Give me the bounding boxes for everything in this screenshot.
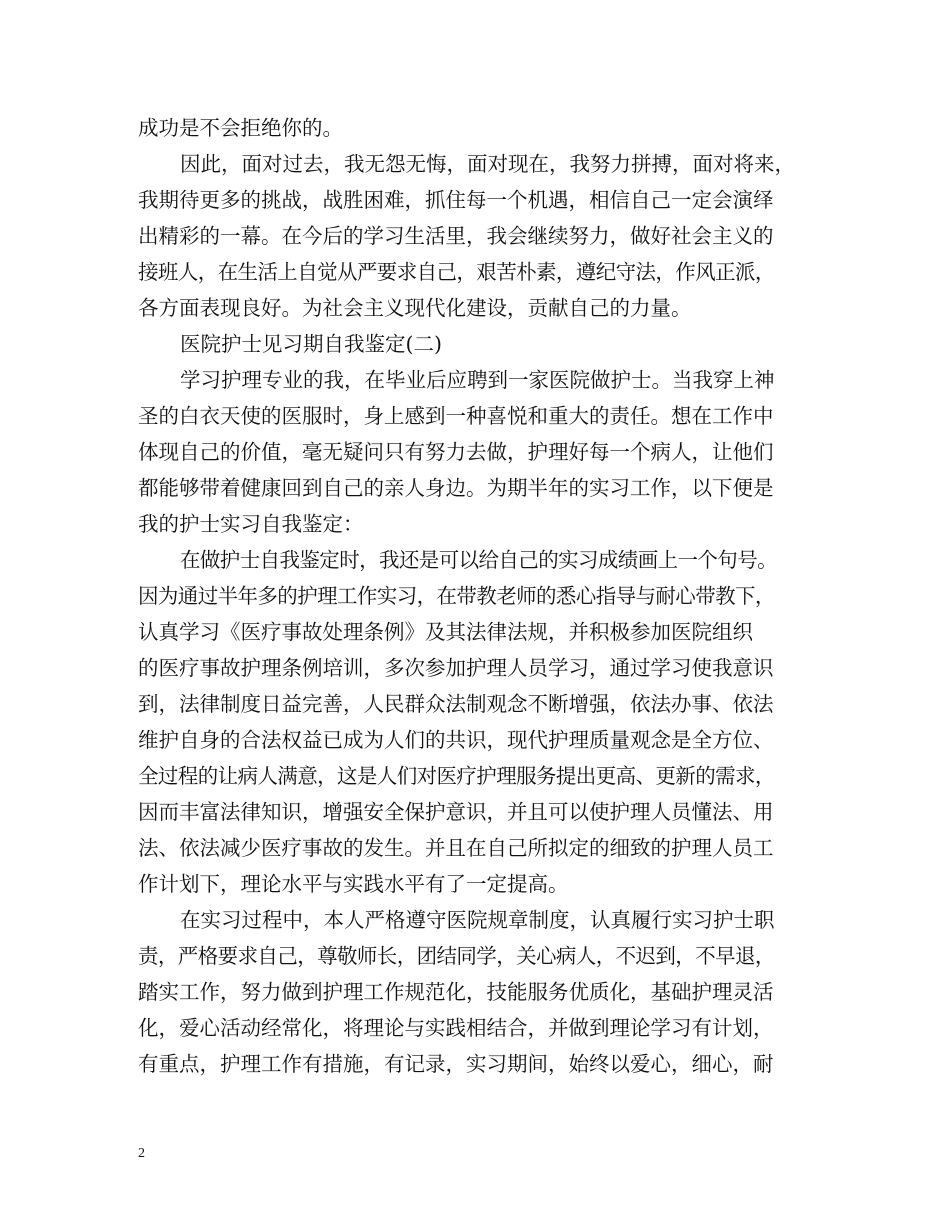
text-line: 我期待更多的挑战，战胜困难，抓住每一个机遇，相信自己一定会演绎 (138, 188, 774, 212)
text-line: 因而丰富法律知识，增强安全保护意识，并且可以使护理人员懂法、用 (138, 800, 774, 824)
text-line: 各方面表现良好。为社会主义现代化建设，贡献自己的力量。 (138, 296, 692, 320)
text-line: 在实习过程中，本人严格遵守医院规章制度，认真履行实习护士职 (180, 908, 775, 932)
text-line: 认真学习《医疗事故处理条例》及其法律法规，并积极参加医院组织 (138, 620, 753, 644)
text-line: 的医疗事故护理条例培训，多次参加护理人员学习，通过学习使我意识 (138, 656, 774, 680)
text-line: 踏实工作，努力做到护理工作规范化，技能服务优质化，基础护理灵活 (138, 980, 774, 1004)
text-line: 体现自己的价值，毫无疑问只有努力去做，护理好每一个病人，让他们 (138, 440, 774, 464)
text-line: 化，爱心活动经常化，将理论与实践相结合，并做到理论学习有计划， (138, 1016, 774, 1040)
text-line: 有重点，护理工作有措施，有记录，实习期间，始终以爱心，细心，耐 (138, 1052, 774, 1076)
text-line: 因此，面对过去，我无怨无悔，面对现在，我努力拼搏，面对将来， (180, 152, 795, 176)
text-line: 责，严格要求自己，尊敬师长，团结同学，关心病人，不迟到，不早退， (138, 944, 775, 968)
page-number: 2 (138, 1146, 145, 1161)
text-line: 接班人，在生活上自觉从严要求自己，艰苦朴素，遵纪守法，作风正派， (138, 260, 775, 284)
text-line: 我的护士实习自我鉴定： (138, 512, 364, 536)
text-line: 都能够带着健康回到自己的亲人身边。为期半年的实习工作，以下便是 (138, 476, 774, 500)
text-line: 到，法律制度日益完善，人民群众法制观念不断增强，依法办事、依法 (138, 692, 774, 716)
text-line: 出精彩的一幕。在今后的学习生活里，我会继续努力，做好社会主义的 (138, 224, 774, 248)
section-heading: 医院护士见习期自我鉴定(二) (180, 332, 442, 356)
text-line: 作计划下，理论水平与实践水平有了一定提高。 (138, 872, 569, 896)
text-line: 学习护理专业的我，在毕业后应聘到一家医院做护士。当我穿上神 (180, 368, 775, 392)
text-line: 维护自身的合法权益已成为人们的共识，现代护理质量观念是全方位、 (138, 728, 774, 752)
text-line: 在做护士自我鉴定时，我还是可以给自己的实习成绩画上一个句号。 (180, 548, 777, 572)
text-line: 全过程的让病人满意，这是人们对医疗护理服务提出更高、更新的需求， (138, 764, 775, 788)
text-line: 法、依法减少医疗事故的发生。并且在自己所拟定的细致的护理人员工 (138, 836, 774, 860)
text-line: 因为通过半年多的护理工作实习，在带教老师的悉心指导与耐心带教下， (138, 584, 775, 608)
text-line: 圣的白衣天使的医服时，身上感到一种喜悦和重大的责任。想在工作中 (138, 404, 774, 428)
text-line: 成功是不会拒绝你的。 (138, 116, 343, 140)
